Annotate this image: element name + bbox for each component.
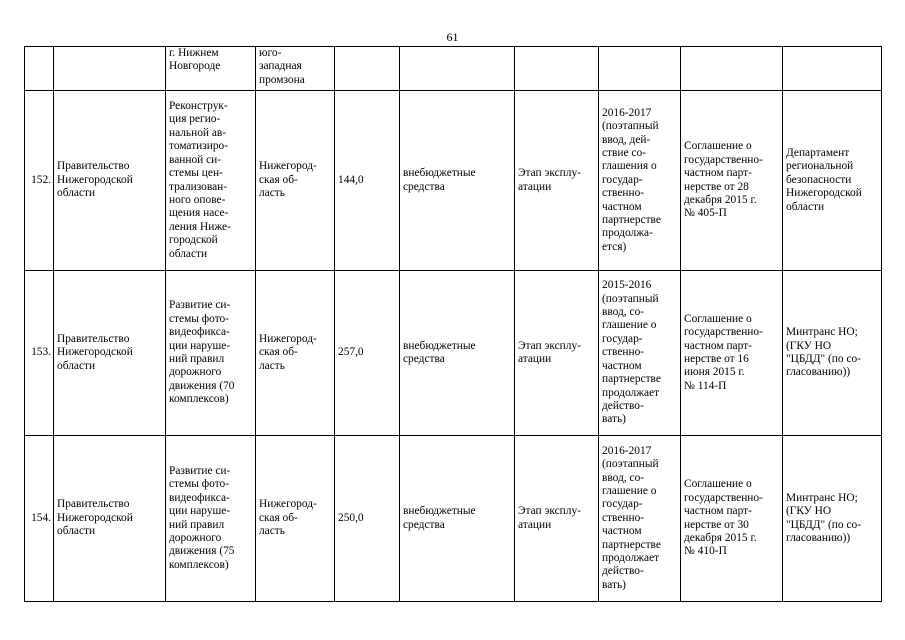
cell-responsible <box>783 47 882 91</box>
cell-name: г. Нижнем Новгороде <box>166 47 256 91</box>
cell-location: Нижегород- ская об- ласть <box>256 91 335 271</box>
projects-table <box>24 46 882 602</box>
cell-agreement: Соглашение о государственно- частном парт- нерстве от 16 июня 2015 г. № 114-П <box>681 271 783 436</box>
cell-customer: Правительство Нижегородской области <box>54 436 166 602</box>
cell-period: 2016-2017 (поэтапный ввод, со- глашение о государ- ственно- частном партнерстве продолжает действо- вать) <box>599 436 681 602</box>
cell-num: 153. <box>25 271 54 436</box>
cell-agreement: Соглашение о государственно- частном парт- нерстве от 30 декабря 2015 г. № 410-П <box>681 436 783 602</box>
cell-agreement: Соглашение о государственно- частном парт- нерстве от 28 декабря 2015 г. № 405-П <box>681 91 783 271</box>
cell-cost: 257,0 <box>335 271 400 436</box>
cell-name: Развитие си- стемы фото- видеофикса- ции нарушe- ний правил дорожного движения (75 комплексов) <box>166 436 256 602</box>
cell-responsible: Минтранс НО; (ГКУ НО "ЦБДД" (по со- гласованию)) <box>783 271 882 436</box>
cell-agreement <box>681 47 783 91</box>
cell-customer <box>54 47 166 91</box>
cell-responsible: Минтранс НО; (ГКУ НО "ЦБДД" (по со- гласованию)) <box>783 436 882 602</box>
cell-num: 154. <box>25 436 54 602</box>
cell-name: Развитие си- стемы фото- видеофикса- ции нарушe- ний правил дорожного движения (70 комплексов) <box>166 271 256 436</box>
cell-source: внебюджетные средства <box>400 91 515 271</box>
cell-num: 152. <box>25 91 54 271</box>
cell-customer: Правительство Нижегородской области <box>54 271 166 436</box>
cell-source: внебюджетные средства <box>400 271 515 436</box>
cell-period <box>599 47 681 91</box>
cell-period: 2015-2016 (поэтапный ввод, со- глашение о государ- ственно- частном партнерстве продолжает действо- вать) <box>599 271 681 436</box>
page-number: 61 <box>446 30 459 44</box>
cell-cost: 144,0 <box>335 91 400 271</box>
cell-stage: Этап эксплу- атации <box>515 91 599 271</box>
cell-location: Нижегород- ская об- ласть <box>256 436 335 602</box>
cell-source <box>400 47 515 91</box>
cell-customer: Правительство Нижегородской области <box>54 91 166 271</box>
cell-num <box>25 47 54 91</box>
cell-source: внебюджетные средства <box>400 436 515 602</box>
cell-period: 2016-2017 (поэтапный ввод, дей- ствие со- глашения о государ- ственно- частном партнерстве продолжа- ется) <box>599 91 681 271</box>
cell-cost <box>335 47 400 91</box>
cell-responsible: Департамент региональной безопасности Нижегородской области <box>783 91 882 271</box>
table-row-continuation <box>25 47 882 91</box>
cell-location: Нижегород- ская об- ласть <box>256 271 335 436</box>
table-row <box>25 91 882 271</box>
cell-name: Реконструк- ция регио- нальной ав- томатизиро- ванной си- стемы цен- трализован- ного опове- щения насе- ления Ниже- городской области <box>166 91 256 271</box>
cell-stage: Этап эксплу- атации <box>515 271 599 436</box>
cell-stage: Этап эксплу- атации <box>515 436 599 602</box>
table-row <box>25 436 882 602</box>
cell-stage <box>515 47 599 91</box>
cell-cost: 250,0 <box>335 436 400 602</box>
table-row <box>25 271 882 436</box>
cell-location: юго- западная промзона <box>256 47 335 91</box>
